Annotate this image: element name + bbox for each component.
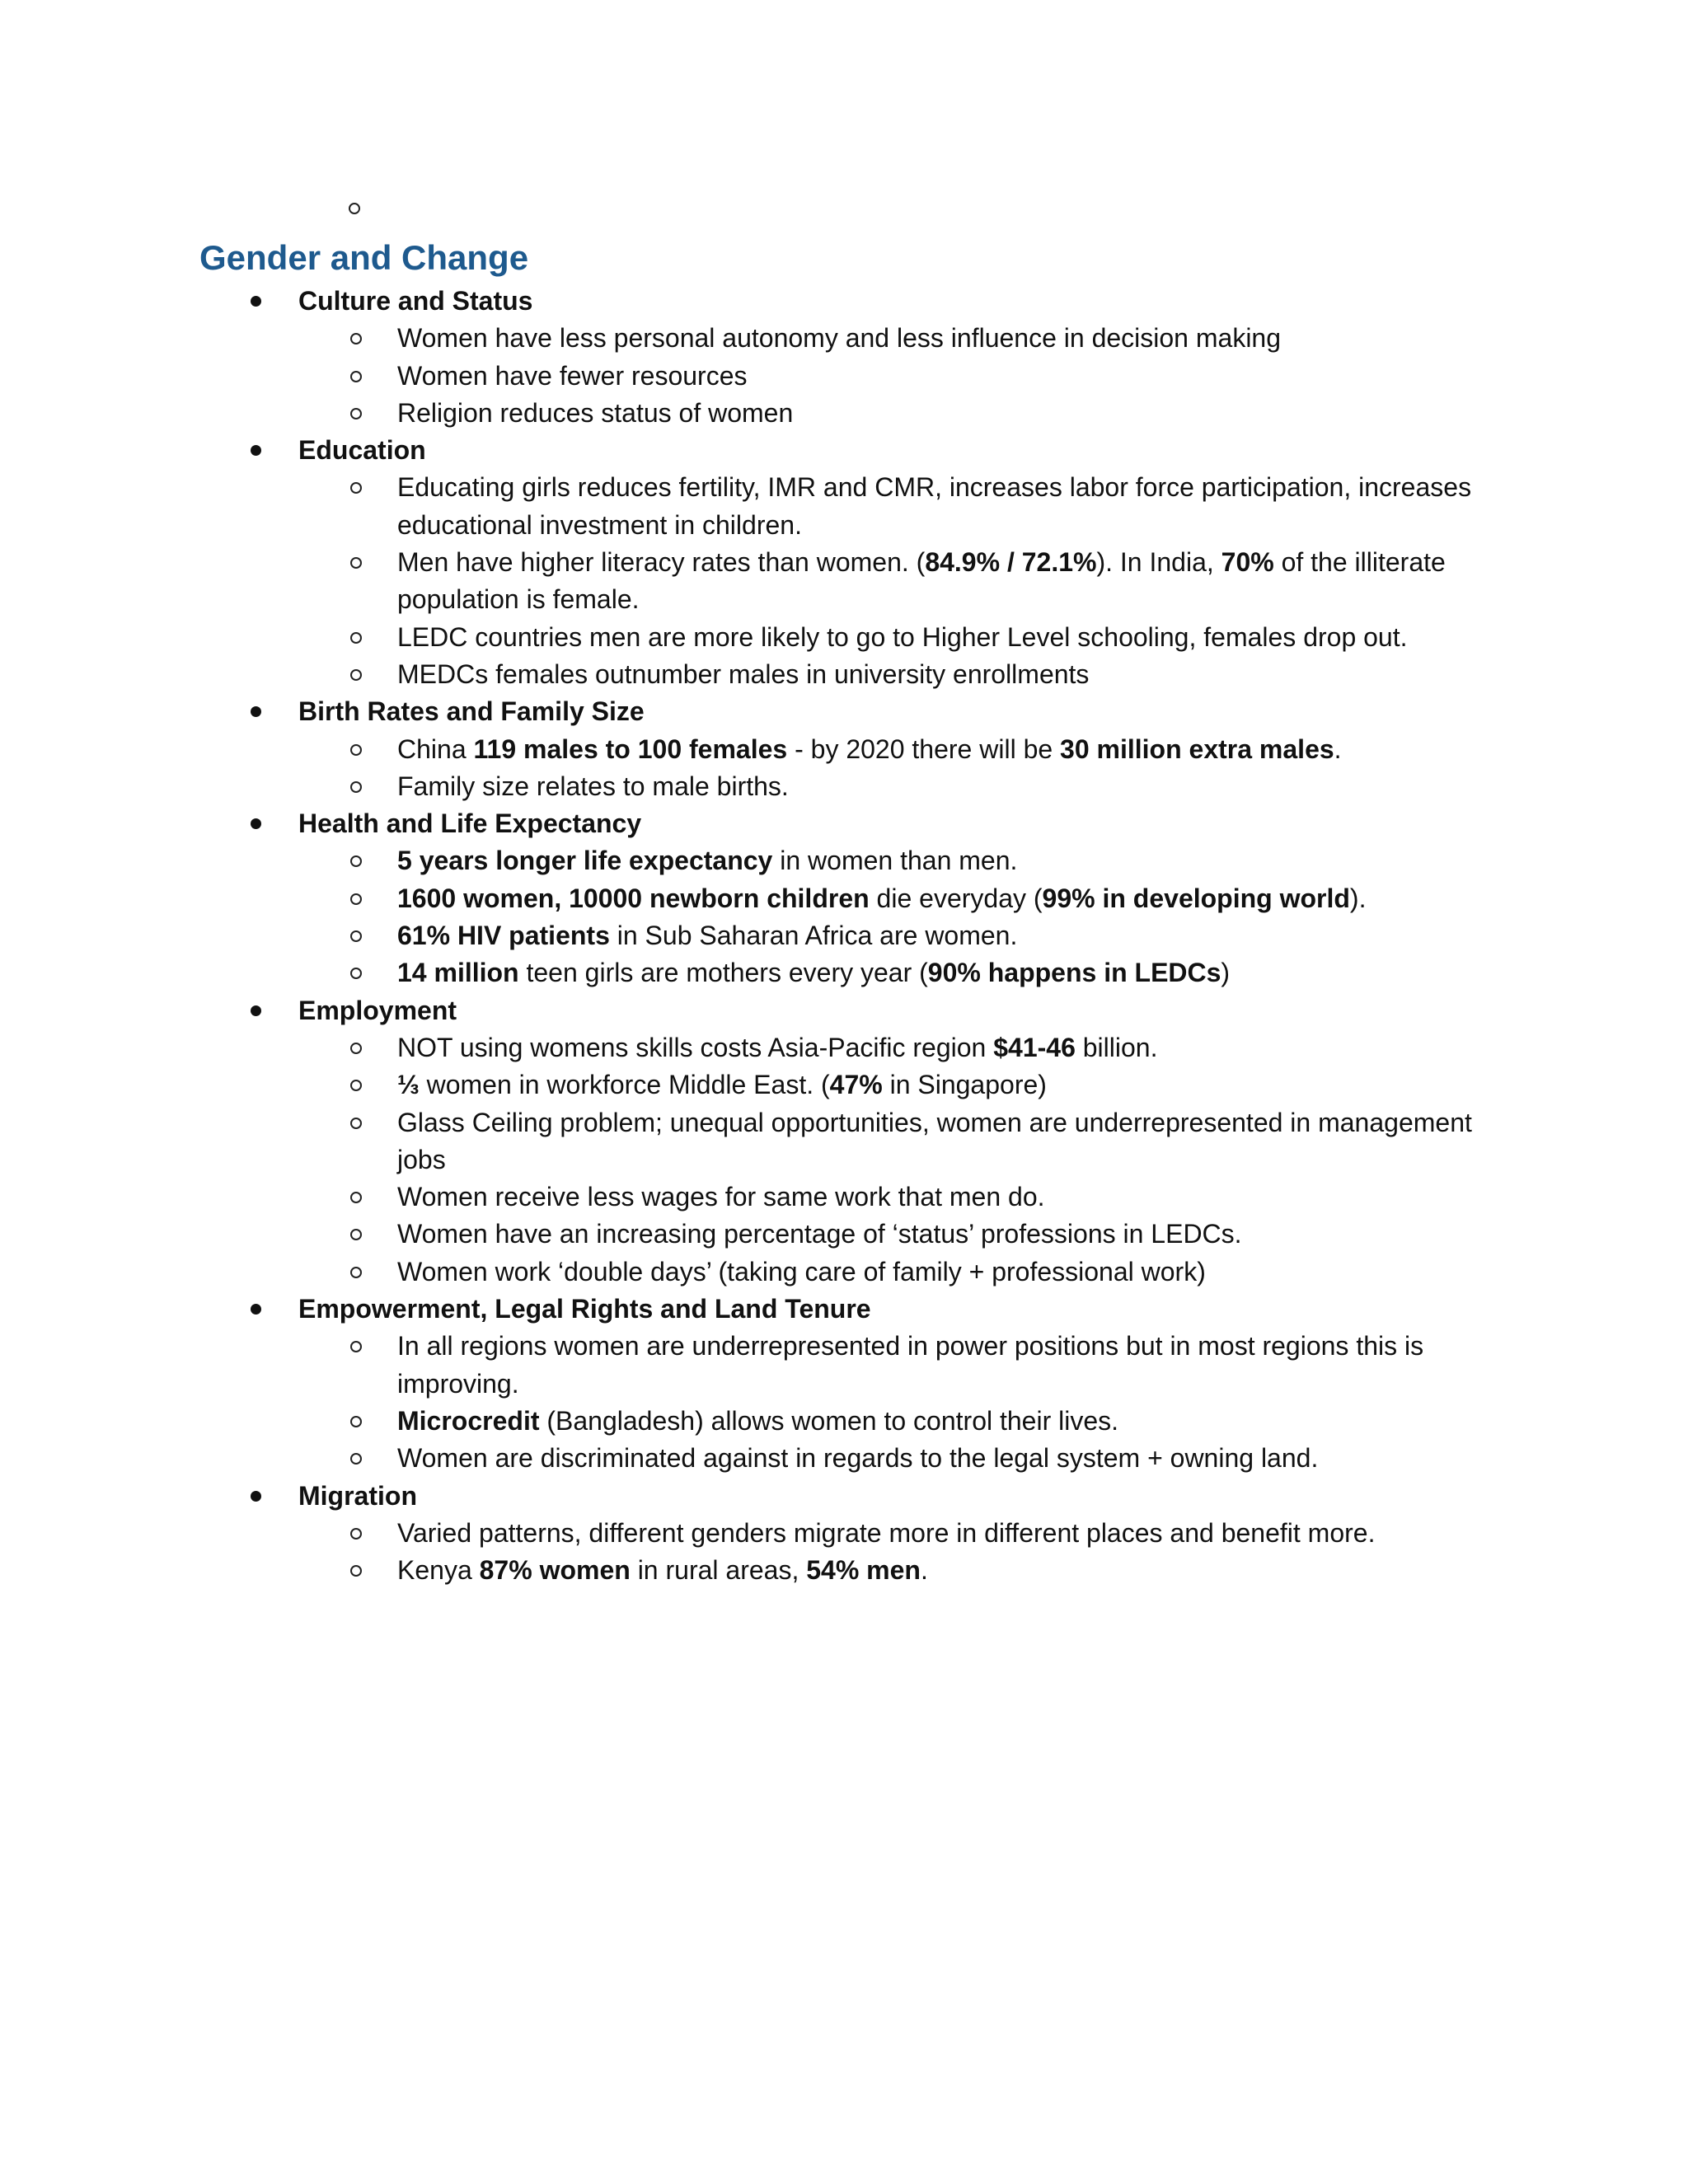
bold-text: 30 million extra males <box>1060 733 1334 764</box>
outline-list <box>0 283 1688 1589</box>
text-run: Glass Ceiling problem; unequal opportunities, women are underrepresented in management jobs <box>397 1107 1472 1174</box>
sub-item <box>0 1066 1485 1104</box>
sub-item <box>0 1328 1485 1403</box>
section-title: Empowerment, Legal Rights and Land Tenure <box>0 1291 1688 1328</box>
text-run: LEDC countries men are more likely to go to Higher Level schooling, females drop out. <box>397 621 1408 652</box>
bold-text: $41-46 <box>993 1032 1076 1062</box>
sub-item <box>0 469 1485 544</box>
section-item <box>0 1291 1688 1477</box>
sub-item <box>0 358 1485 395</box>
page-heading: Gender and Change <box>199 238 529 277</box>
text-run: Men have higher literacy rates than women. ( <box>397 547 926 578</box>
bold-text: 14 million <box>397 958 519 988</box>
text-run: (Bangladesh) allows women to control their lives. <box>539 1405 1119 1436</box>
sub-item <box>0 1216 1485 1253</box>
text-run: teen girls are mothers every year ( <box>518 958 928 988</box>
sub-item <box>0 731 1485 768</box>
section-item <box>0 693 1688 805</box>
bold-text: 1600 women, 10000 newborn children <box>397 883 870 913</box>
sub-item <box>0 656 1485 693</box>
text-run: Women have less personal autonomy and less influence in decision making <box>397 323 1282 354</box>
bold-text: 119 males to 100 females <box>473 733 788 764</box>
sub-item <box>0 1179 1485 1216</box>
text-run: China <box>397 733 474 764</box>
text-run: in rural areas, <box>630 1555 807 1586</box>
text-run: - by 2020 there will be <box>787 733 1061 764</box>
text-run: billion. <box>1075 1032 1158 1062</box>
bold-text: 54% men <box>806 1555 921 1586</box>
bold-text: 61% HIV patients <box>397 921 610 951</box>
sub-item <box>0 1254 1485 1291</box>
text-run: . <box>920 1555 928 1586</box>
section-title: Health and Life Expectancy <box>0 805 1688 842</box>
text-run: Religion reduces status of women <box>397 397 794 428</box>
text-run: women in workforce Middle East. ( <box>419 1070 830 1100</box>
bold-text: 84.9% / 72.1% <box>925 547 1097 578</box>
sub-item <box>0 1029 1485 1066</box>
section-title: Migration <box>0 1478 1688 1515</box>
sub-list <box>0 320 1688 432</box>
section-title: Birth Rates and Family Size <box>0 693 1688 730</box>
sub-item <box>0 1515 1485 1552</box>
sub-item <box>0 1440 1485 1477</box>
section-item <box>0 992 1688 1291</box>
sub-item <box>0 395 1485 432</box>
section-item <box>0 805 1688 991</box>
section-item <box>0 283 1688 432</box>
sub-list <box>0 1328 1688 1477</box>
text-run: ). In India, <box>1096 547 1221 578</box>
text-run: NOT using womens skills costs Asia-Pacific region <box>397 1032 994 1062</box>
text-run: Women have an increasing percentage of ‘status’ professions in LEDCs. <box>397 1219 1242 1249</box>
text-run: Educating girls reduces fertility, IMR and CMR, increases labor force participation, increases educational investment in children. <box>397 472 1472 540</box>
sub-item <box>0 544 1485 619</box>
text-run: Women have fewer resources <box>397 360 748 391</box>
bold-text: ⅓ <box>397 1070 420 1100</box>
text-run: in women than men. <box>772 846 1018 876</box>
sub-list <box>0 731 1688 806</box>
text-run: MEDCs females outnumber males in university enrollments <box>397 658 1090 689</box>
sub-list <box>0 1029 1688 1291</box>
sub-list <box>0 469 1688 693</box>
sub-item <box>0 954 1485 991</box>
text-run: . <box>1334 733 1342 764</box>
text-run: Women receive less wages for same work that men do. <box>397 1182 1045 1212</box>
sub-item <box>0 1104 1485 1179</box>
section-item <box>0 1478 1688 1590</box>
bold-text: 87% women <box>479 1555 631 1586</box>
bold-text: 47% <box>829 1070 883 1100</box>
sub-item <box>0 842 1485 879</box>
bold-text: 70% <box>1221 547 1274 578</box>
text-run: in Sub Saharan Africa are women. <box>609 921 1018 951</box>
text-run: Family size relates to male births. <box>397 771 789 801</box>
sub-item <box>0 917 1485 954</box>
empty-sub-bullet <box>349 203 360 214</box>
section-title: Education <box>0 432 1688 469</box>
bold-text: 5 years longer life expectancy <box>397 846 773 876</box>
text-run: Women work ‘double days’ (taking care of family + professional work) <box>397 1256 1206 1286</box>
text-run: die everyday ( <box>869 883 1043 913</box>
text-run: Women are discriminated against in regards to the legal system + owning land. <box>397 1443 1319 1474</box>
sub-item <box>0 1552 1485 1589</box>
sub-item <box>0 619 1485 656</box>
sub-list <box>0 842 1688 991</box>
section-title: Culture and Status <box>0 283 1688 320</box>
sub-list <box>0 1515 1688 1590</box>
section-title: Employment <box>0 992 1688 1029</box>
text-run: Varied patterns, different genders migrate more in different places and benefit more. <box>397 1517 1376 1548</box>
text-run: in Singapore) <box>882 1070 1047 1100</box>
bold-text: 99% in developing world <box>1042 883 1350 913</box>
section-item <box>0 432 1688 693</box>
text-run: of the illiterate population is female. <box>397 547 1446 615</box>
text-run: Kenya <box>397 1555 480 1586</box>
bold-text: 90% happens in LEDCs <box>927 958 1221 988</box>
sub-item <box>0 880 1485 917</box>
sub-item <box>0 1403 1485 1440</box>
sub-item <box>0 320 1485 357</box>
text-run: ) <box>1221 958 1231 988</box>
sub-item <box>0 768 1485 805</box>
bold-text: Microcredit <box>397 1405 540 1436</box>
text-run: ). <box>1349 883 1367 913</box>
text-run: In all regions women are underrepresented in power positions but in most regions this is improving. <box>397 1331 1424 1399</box>
